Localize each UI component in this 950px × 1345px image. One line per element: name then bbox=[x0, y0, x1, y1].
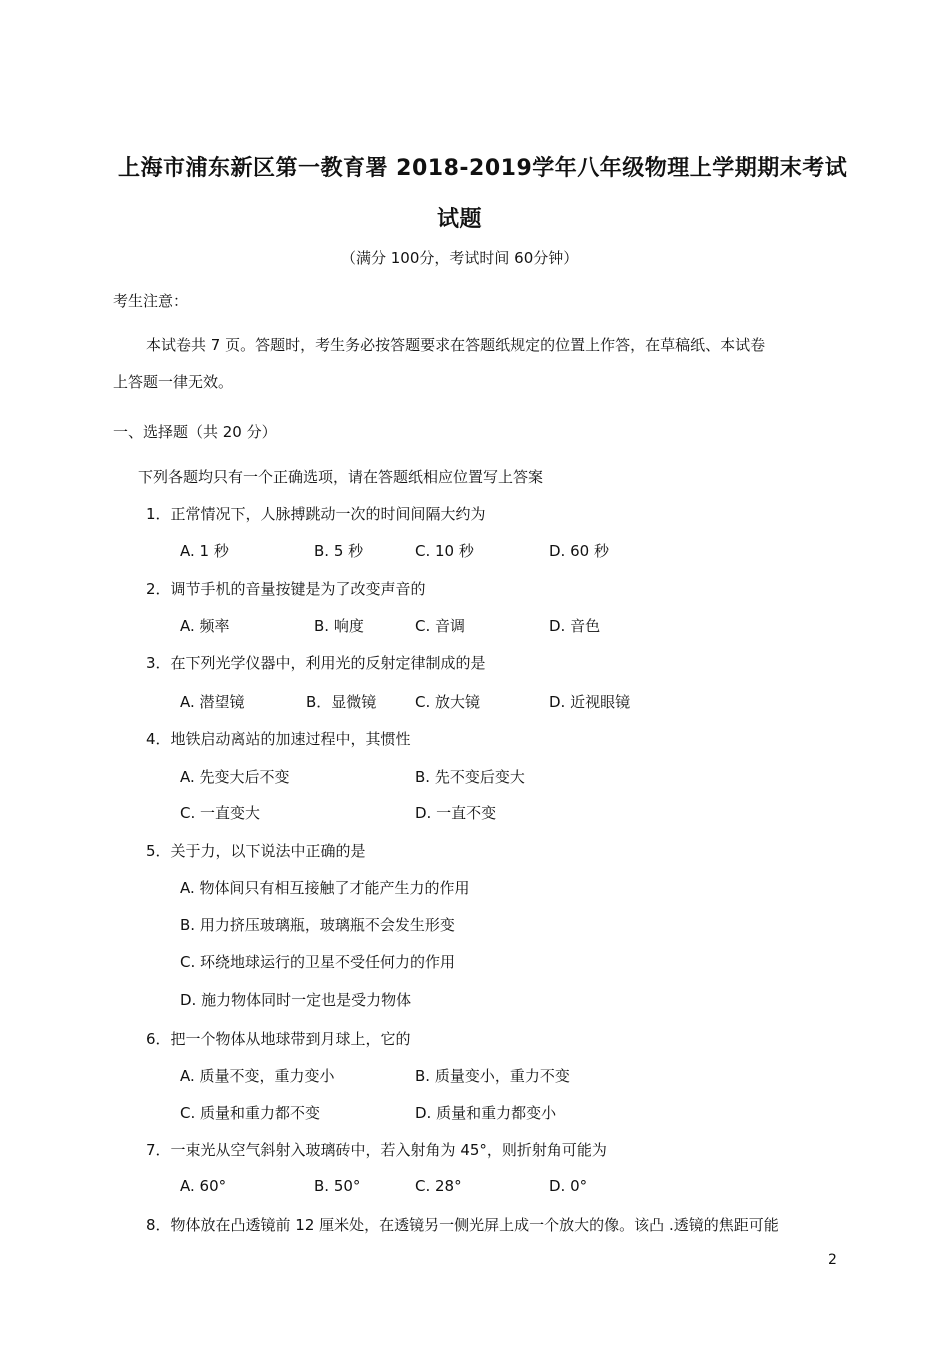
option-d: D. 质量和重力都变小 bbox=[415, 1104, 557, 1122]
option-b: B. 先不变后变大 bbox=[415, 768, 525, 786]
option-a: A. 60° bbox=[180, 1177, 227, 1195]
option-d: D. 一直不变 bbox=[415, 804, 497, 822]
option-b: B. 50° bbox=[314, 1177, 361, 1195]
option-d: D. 施力物体同时一定也是受力物体 bbox=[180, 991, 412, 1009]
section-heading: 一、选择题（共 20 分） bbox=[113, 423, 277, 441]
option-c: C. 28° bbox=[415, 1177, 462, 1195]
option-a: A. 质量不变，重力变小 bbox=[180, 1067, 335, 1085]
question-stem: 1．正常情况下，人脉搏跳动一次的时间间隔大约为 bbox=[146, 505, 486, 523]
question-stem: 6．把一个物体从地球带到月球上，它的 bbox=[146, 1030, 411, 1048]
option-d: D. 60 秒 bbox=[549, 542, 609, 560]
question-stem: 4．地铁启动离站的加速过程中，其惯性 bbox=[146, 730, 411, 748]
option-d: D. 音色 bbox=[549, 617, 601, 635]
option-a: A. 频率 bbox=[180, 617, 230, 635]
option-b: B. 用力挤压玻璃瓶，玻璃瓶不会发生形变 bbox=[180, 916, 455, 934]
option-b: B. 质量变小，重力不变 bbox=[415, 1067, 570, 1085]
option-b: B．显微镜 bbox=[306, 693, 377, 711]
option-c: C. 环绕地球运行的卫星不受任何力的作用 bbox=[180, 953, 456, 971]
section-instruction: 下列各题均只有一个正确选项，请在答题纸相应位置写上答案 bbox=[138, 468, 544, 486]
notice-line: 本试卷共 7 页。答题时，考生务必按答题要求在答题纸规定的位置上作答，在草稿纸、本试卷 bbox=[146, 336, 766, 354]
option-c: C. 10 秒 bbox=[415, 542, 474, 560]
exam-info: （满分 100分，考试时间 60分钟） bbox=[341, 249, 579, 267]
option-a: A. 物体间只有相互接触了才能产生力的作用 bbox=[180, 879, 470, 897]
page-title-continued: 试题 bbox=[437, 207, 483, 232]
question-stem: 3．在下列光学仪器中，利用光的反射定律制成的是 bbox=[146, 654, 486, 672]
option-c: C. 放大镜 bbox=[415, 693, 481, 711]
option-c: C. 音调 bbox=[415, 617, 466, 635]
notice-line: 上答题一律无效。 bbox=[113, 373, 234, 391]
option-b: B. 响度 bbox=[314, 617, 364, 635]
option-a: A. 潜望镜 bbox=[180, 693, 245, 711]
question-stem: 8．物体放在凸透镜前 12 厘米处，在透镜另一侧光屏上成一个放大的像。该凸 .透镜的焦距可能 bbox=[146, 1216, 779, 1234]
question-stem: 5．关于力，以下说法中正确的是 bbox=[146, 842, 366, 860]
option-c: C. 一直变大 bbox=[180, 804, 261, 822]
page-title: 上海市浦东新区第一教育署 2018-2019学年八年级物理上学期期末考试 bbox=[118, 156, 848, 181]
page-number: 2 bbox=[828, 1252, 837, 1268]
option-c: C. 质量和重力都不变 bbox=[180, 1104, 321, 1122]
notice-heading: 考生注意： bbox=[113, 292, 189, 310]
option-d: D. 0° bbox=[549, 1177, 588, 1195]
option-b: B. 5 秒 bbox=[314, 542, 364, 560]
question-stem: 2．调节手机的音量按键是为了改变声音的 bbox=[146, 580, 426, 598]
option-a: A. 1 秒 bbox=[180, 542, 229, 560]
option-d: D. 近视眼镜 bbox=[549, 693, 631, 711]
question-stem: 7．一束光从空气斜射入玻璃砖中，若入射角为 45°，则折射角可能为 bbox=[146, 1141, 607, 1159]
option-a: A. 先变大后不变 bbox=[180, 768, 290, 786]
